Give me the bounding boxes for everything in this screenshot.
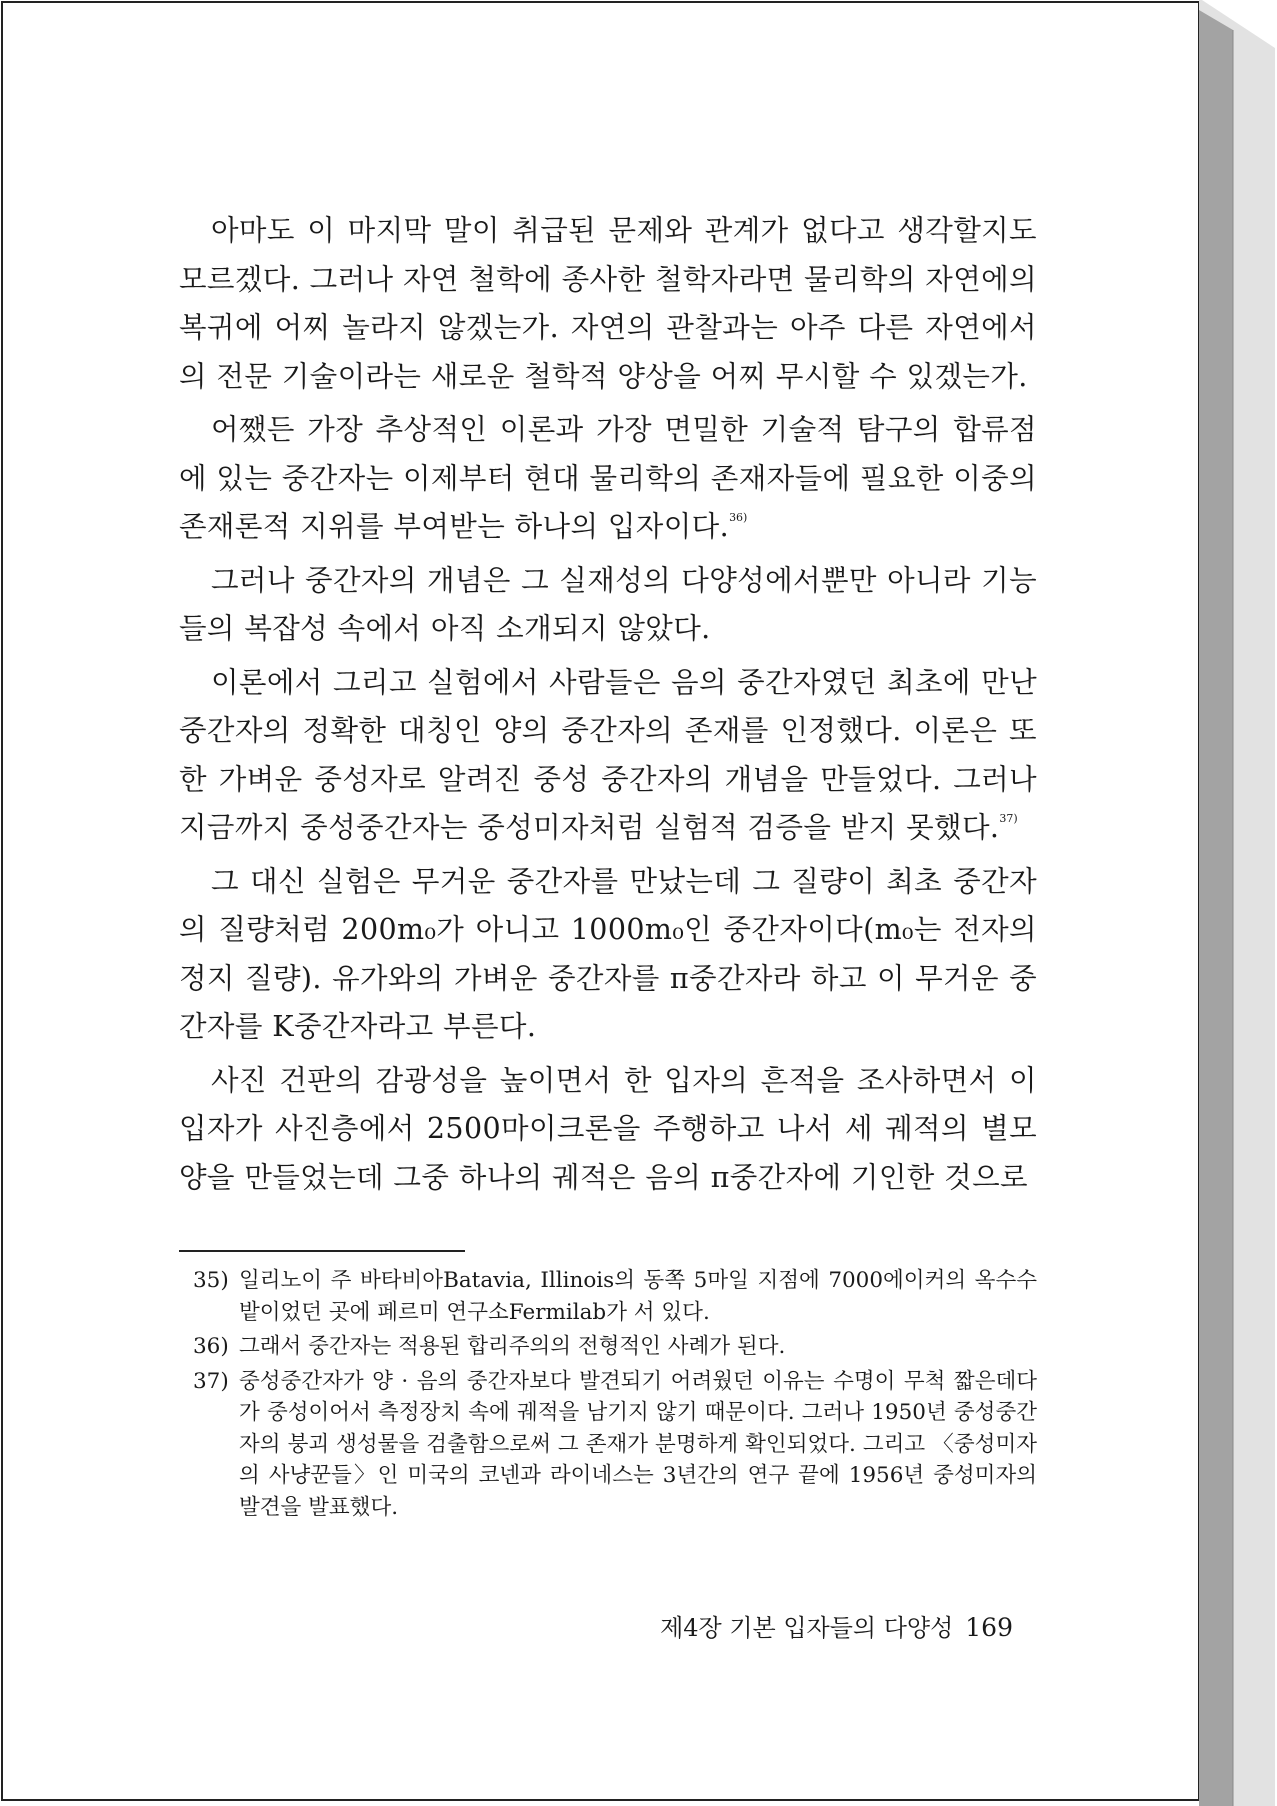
body-text [179,207,1037,1207]
footnote-divider [179,1250,465,1252]
paragraph-1 [179,207,1037,401]
paragraph-4 [179,659,1037,853]
paragraph-4-text: 이론에서 그리고 실험에서 사람들은 음의 중간자였던 최초에 만난 중간자의 정확한 대칭인 양의 중간자의 존재를 인정했다. 이론은 또한 가벼운 중성자로 알려진 중성 중간자의 개념을 만들었다. 그러나 지금까지 중성중간자는 중성미자처럼 실험적 검증을 받지 못했다. [179,665,1037,844]
footnote-text: 일리노이 주 바타비아Batavia, Illinois의 동쪽 5마일 지점에 7000에이커의 옥수수 밭이었던 곳에 페르미 연구소Fermilab가 서 있다. [239,1268,1037,1325]
footnote-number: 37) [193,1368,229,1394]
footnote-text: 그래서 중간자는 적용된 합리주의의 전형적인 사례가 된다. [239,1334,786,1359]
paragraph-3 [179,557,1037,654]
book-page [1,1,1200,1801]
footnotes [193,1265,1037,1526]
paragraph-6-text: 사진 건판의 감광성을 높이면서 한 입자의 흔적을 조사하면서 이 입자가 사진층에서 2500마이크론을 주행하고 나서 세 궤적의 별모양을 만들었는데 그중 하나의 궤적은 음의 π중간자에 기인한 것으로 [179,1063,1037,1194]
footnote-ref-36[interactable]: 36) [729,511,748,524]
footnote-36 [193,1331,1037,1363]
paragraph-2 [179,406,1037,552]
footnote-text: 중성중간자가 양 · 음의 중간자보다 발견되기 어려웠던 이유는 수명이 무척 짧은데다가 중성이어서 측정장치 속에 궤적을 남기지 않기 때문이다. 그러나 1950년 중성중간자의 붕괴 생성물을 검출함으로써 그 존재가 분명하게 확인되었다. 그리고 〈중성미자의 사냥꾼들〉인 미국의 코넨과 라이네스는 3년간의 연구 끝에 1956년 중성미자의 발견을 발표했다. [239,1368,1037,1520]
footnote-37 [193,1366,1037,1524]
page-number: 169 [965,1613,1013,1642]
page-edge-dark [1199,10,1233,1806]
footnote-number: 36) [193,1334,229,1359]
footnote-35 [193,1265,1037,1328]
footnote-number: 35) [193,1268,229,1293]
footnote-ref-37[interactable]: 37) [999,812,1018,825]
chapter-title: 제4장 기본 입자들의 다양성 [660,1614,954,1642]
paragraph-2-text: 어쨌든 가장 추상적인 이론과 가장 면밀한 기술적 탐구의 합류점에 있는 중간자는 이제부터 현대 물리학의 존재자들에 필요한 이중의 존재론적 지위를 부여받는 하나의 입자이다. [179,413,1037,543]
paragraph-3-text: 그러나 중간자의 개념은 그 실재성의 다양성에서뿐만 아니라 기능들의 복잡성 속에서 아직 소개되지 않았다. [179,563,1037,645]
paragraph-6 [179,1057,1037,1203]
paragraph-1-text: 아마도 이 마지막 말이 취급된 문제와 관계가 없다고 생각할지도 모르겠다. 그러나 자연 철학에 종사한 철학자라면 물리학의 자연에의 복귀에 어찌 놀라지 않겠는가. 자연의 관찰과는 아주 다른 자연에서의 전문 기술이라는 새로운 철학적 양상을 어찌 무시할 수 있겠는가. [179,214,1037,393]
running-footer [643,1610,1013,1646]
page-edge-shading [1199,0,1275,1806]
paragraph-5-text: 그 대신 실험은 무거운 중간자를 만났는데 그 질량이 최초 중간자의 질량처럼 200m₀가 아니고 1000m₀인 중간자이다(m₀는 전자의 정지 질량). 유가와의 가벼운 중간자를 π중간자라 하고 이 무거운 중간자를 K중간자라고 부른다. [179,864,1037,1043]
paragraph-5 [179,858,1037,1052]
